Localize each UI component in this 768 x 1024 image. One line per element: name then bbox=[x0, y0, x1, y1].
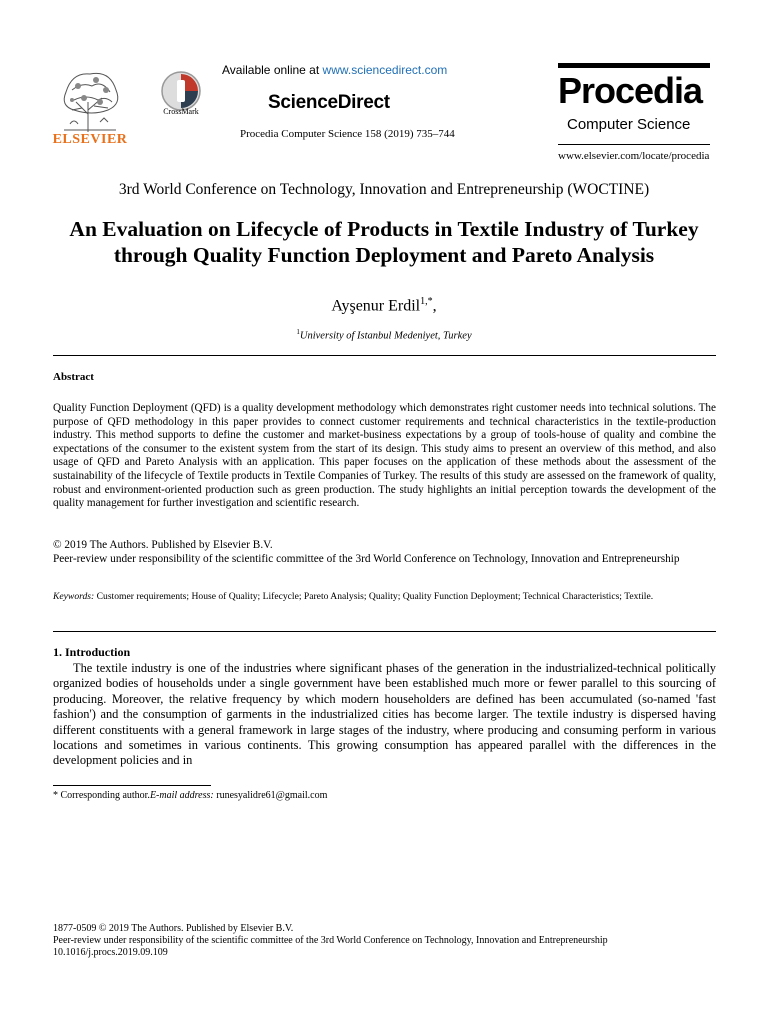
abstract-text: Quality Function Deployment (QFD) is a quality development methodology which demonstrates right customer needs into technical solutions. The purpose of QFD methodology in this paper provides to connect customer requirements and technical characteristics in the textile-production industry. This method supports to define the customer and market-business expectations by a group of tools-house of quality and combine the expectations of the consumer to the existent system from the start of its design. This study aims to present an overview of this method, and also usage of QFD and Pareto Analysis with an application. This paper focuses on the application of these methods about the assessment of the sustainability of the lifecycle of Textile products in Textile Companies of Turkey. The results of this study are assessed on the framework of quality, robust and environment-oriented production such as green production. The study highlights an initial perception towards the development of the quality management for further investigation and scientific research. bbox=[53, 402, 716, 510]
affiliation: $^1$University of Istanbul Medeniyet, Turkey bbox=[296, 328, 472, 342]
author-line: Ayşenur Erdil$^{1,*}$, bbox=[331, 296, 437, 315]
section-heading: 1. Introduction bbox=[53, 645, 131, 659]
procedia-subtitle: Computer Science bbox=[567, 116, 691, 133]
intro-paragraph: The textile industry is one of the industries where significant phases of the generation in the industrialized-technical politically organized bodies of households under a single government have been established much more or fewer parallel to this sourcing of producing. Moreover, the relative frequency by which modern householders are defined has been accumulated (so-named 'fast fashion') and the consumption of garments in the industrialized cities has become larger. The textile industry is dispersed having different constituents with a general framework in large stages of the industry, where producing and consuming perform in various locations and sometimes in various continents. This growing consumption has appeared parallel with the differences in the development policies and in bbox=[53, 661, 716, 768]
divider bbox=[53, 631, 716, 632]
journal-citation: Procedia Computer Science 158 (2019) 735–744 bbox=[240, 128, 455, 140]
author-superscript: 1,* bbox=[420, 296, 433, 307]
paper-title: An Evaluation on Lifecycle of Products in Textile Industry of Turkey through Quality Function Deployment and Pareto Analysis bbox=[69, 217, 699, 267]
footnote: * Corresponding author.E-mail address: runesyalidre61@gmail.com bbox=[53, 790, 328, 801]
author-name: Ayşenur Erdil bbox=[331, 297, 421, 315]
available-online: Available online at www.sciencedirect.com bbox=[222, 63, 448, 77]
copyright-line: © 2019 The Authors. Published by Elsevier B.V. bbox=[53, 539, 273, 551]
conference-line: 3rd World Conference on Technology, Innovation and Entrepreneurship (WOCTINE) bbox=[118, 181, 650, 198]
elsevier-wordmark: ELSEVIER bbox=[52, 132, 128, 147]
page-footer bbox=[53, 923, 733, 960]
crossmark-label: CrossMark bbox=[163, 107, 199, 116]
keywords-label: Keywords: bbox=[53, 591, 95, 602]
sciencedirect-wordmark: ScienceDirect bbox=[268, 92, 390, 113]
footnote-rule bbox=[53, 785, 211, 786]
peer-review-line: Peer-review under responsibility of the scientific committee of the 3rd World Conference on Technology, Innovation and Entrepreneurship bbox=[53, 553, 680, 565]
sciencedirect-link[interactable]: www.sciencedirect.com bbox=[322, 63, 448, 77]
copyright-block bbox=[53, 538, 716, 566]
email-address[interactable]: runesyalidre61@gmail.com bbox=[213, 790, 328, 801]
keywords-list: Customer requirements; House of Quality; Lifecycle; Pareto Analysis; Quality; Quality Function Deployment; Technical Characteristics; Textile. bbox=[96, 591, 654, 602]
journal-url[interactable]: www.elsevier.com/locate/procedia bbox=[558, 150, 710, 162]
divider bbox=[53, 355, 716, 356]
procedia-wordmark: Procedia bbox=[558, 70, 703, 111]
footer-peer-review: Peer-review under responsibility of the scientific committee of the 3rd World Conference on Technology, Innovation and Entrepreneurship bbox=[53, 935, 608, 947]
issn-line: 1877-0509 © 2019 The Authors. Published by Elsevier B.V. bbox=[53, 923, 294, 934]
doi[interactable]: 10.1016/j.procs.2019.09.109 bbox=[53, 947, 168, 959]
abstract-heading: Abstract bbox=[53, 371, 94, 383]
crossmark-icon[interactable] bbox=[160, 70, 202, 112]
keywords bbox=[53, 590, 716, 604]
